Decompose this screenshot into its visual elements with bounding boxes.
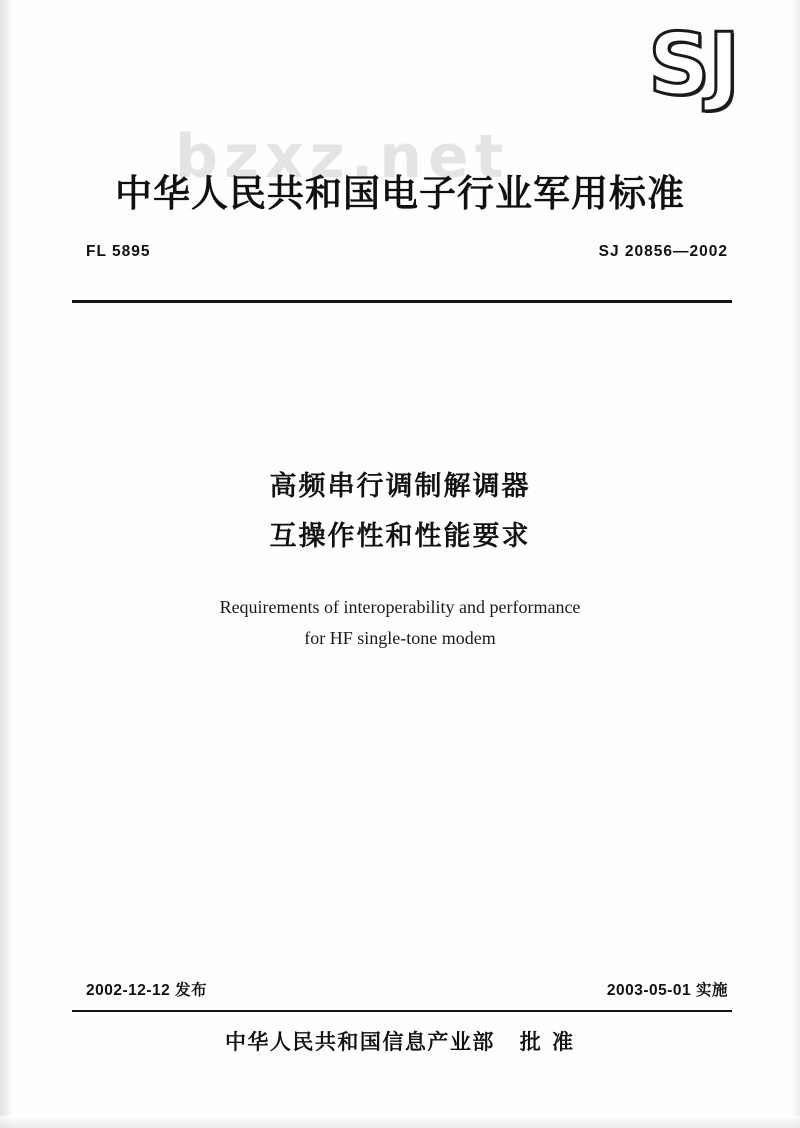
issuer-row: [0, 1026, 800, 1056]
classification-code: FL 5895: [86, 243, 151, 260]
approval-label: 批 准: [519, 1030, 576, 1054]
sj-standard-logo: SJ: [648, 15, 738, 115]
effective-label: 实施: [695, 981, 728, 999]
effective-date: 2003-05-01: [606, 982, 692, 999]
standard-number: SJ 20856—2002: [598, 243, 728, 260]
title-cn-line-1: 高频串行调制解调器: [269, 471, 531, 502]
dates-row: [86, 978, 728, 1000]
title-cn-line-2: 互操作性和性能要求: [269, 520, 531, 552]
title-en-line-2: for HF single-tone modem: [304, 628, 496, 649]
title-block: [0, 462, 800, 655]
standard-title: 中华人民共和国电子行业军用标准: [115, 172, 685, 215]
issuer-name: 中华人民共和国信息产业部: [224, 1030, 495, 1054]
watermark-text: bzxz.net: [175, 122, 510, 192]
issue-label: 发布: [175, 981, 208, 999]
effective-date-group: [607, 978, 728, 1000]
issue-date-group: [86, 978, 207, 1000]
title-en-block: [0, 592, 800, 655]
issue-date: 2002-12-12: [86, 982, 171, 999]
footer-divider: [72, 1010, 732, 1012]
header-divider: [72, 300, 732, 303]
title-en-line-1: Requirements of interoperability and performance: [219, 596, 581, 617]
scan-edge-bottom: [0, 1116, 800, 1128]
code-row: [86, 243, 728, 261]
